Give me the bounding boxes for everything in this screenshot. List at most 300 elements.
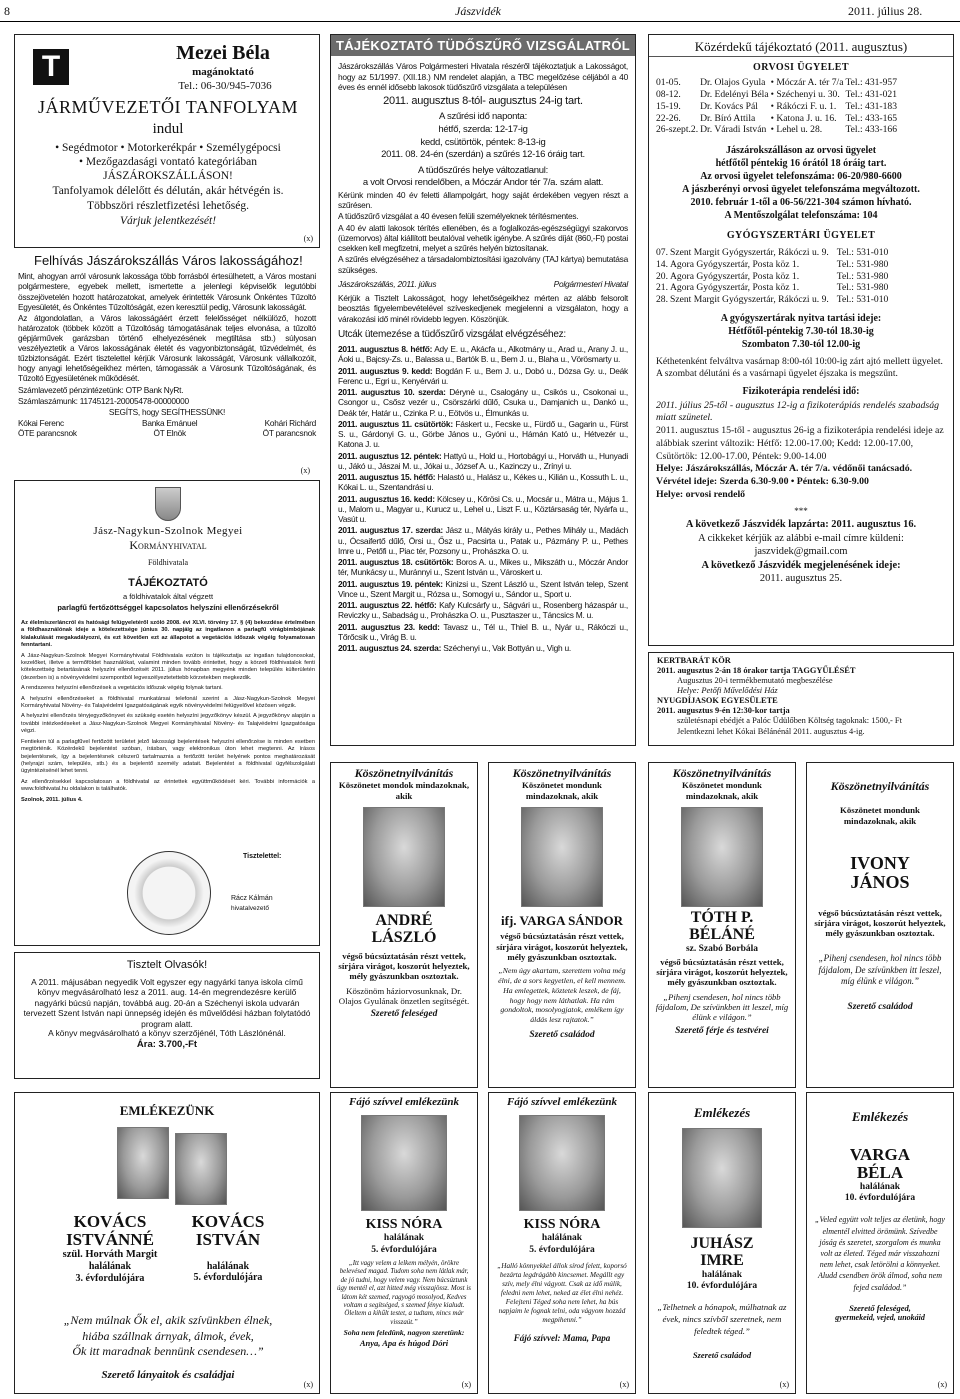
- schedule-entry: [338, 600, 628, 621]
- lung-banner: TÁJÉKOZTATÓ TÜDŐSZŰRŐ VIZSGÁLATRÓL: [331, 35, 635, 56]
- memorial-title: Emlékezés: [851, 1109, 909, 1124]
- memorial-poem: „Veled együtt volt teljes az életünk, hogy elmentél elvitted örömünk. Szívedbe jóság és szeretet, szorgalom és munka volt az életed. Téged már visszahozni nem lehet, csak letörölni a könnyeket. Aludd csendben örök álmod, soha nem fejed családod.”: [815, 1215, 945, 1292]
- ad-marker: (x): [619, 1379, 629, 1389]
- doctor-cell: • Széchenyi u. 30.: [770, 88, 840, 100]
- doctor-cell: Tel.: 433-165: [845, 112, 898, 124]
- memorial-line: halálának: [859, 1182, 901, 1193]
- thanks-signature: Szerető családod: [529, 1029, 595, 1040]
- memorial-poem: [15, 1313, 320, 1360]
- pharmacy-row: [656, 259, 890, 271]
- notice-paragraph: A helyszíni ellenőrzés tényjegyzőkönyvet és szükség esetén helyszíni jegyzőkönyv készül. A jegyzőkönyv alapján a további intézkedéseket a Jász-Nagykun-Szolnok Megyei Kormányhivatal Növény- és Talajvédelmi Igazgatósága végzi.: [21, 713, 315, 735]
- lung-time-1: hétfő, szerda: 12-17-ig: [438, 124, 528, 136]
- memorial-line: halálának: [206, 1260, 250, 1272]
- appeal-slogan: SEGÍTS, hogy SEGÍTHESSÜNK!: [108, 406, 226, 417]
- duty-line: Az orvosi ügyelet telefonszáma: 06-20/980-6600: [700, 171, 902, 183]
- greeting: Tisztelettel:: [243, 853, 282, 860]
- signer-name: Kókai Ferenc: [18, 417, 64, 428]
- land-office-notice: [14, 480, 320, 946]
- next-issue-date: 2011. augusztus 25.: [759, 573, 843, 585]
- driving-school-logo: T: [33, 49, 69, 85]
- lung-paragraph: Kérjük a Tisztelt Lakosságot, hogy lehetőségeikhez mérten az alább felsorolt beosztás figyelembevételével szíveskedjenek megjelenni a vizsgálaton, hogy a várakozási idő minél rövidebb legyen. Köszönjük.: [338, 293, 628, 324]
- doctor-cell: Dr. Olajos Gyula: [700, 77, 766, 89]
- portrait-photo: [175, 1133, 227, 1205]
- schedule-date: 2011. augusztus 11. csütörtök:: [338, 418, 453, 429]
- physio-info: [649, 398, 953, 502]
- book-notice: [14, 952, 320, 1079]
- thanks-body: végső búcsúztatásán részt vettek, sírjára virágot, koszorút helyeztek, mély gyászunkban osztoztak.: [814, 907, 946, 939]
- schedule-date: 2011. augusztus 15. hétfő:: [338, 472, 436, 483]
- instructor-name: Mezei Béla: [176, 42, 270, 64]
- schedule-date: 2011. augusztus 10. szerda:: [338, 387, 446, 398]
- thanks-notice-varga-sandor: [488, 762, 636, 1088]
- doctor-cell: Dr. Edelényi Béla: [700, 88, 769, 100]
- lung-paragraph: A tüdőszűrő vizsgálat a 40 évesen felüli személyeknek térítésmentes.: [338, 211, 579, 222]
- schedule-date: 2011. augusztus 19. péntek:: [338, 578, 443, 589]
- memorial-name: KOVÁCS: [73, 1212, 147, 1231]
- notice-paragraph: A Jász-Nagykun-Szolnok Megyei Kormányhivatal Földhivatala ezúton is tájékoztatja az ingatlan tulajdonosokat, kezelőket, illetve a termőföldet használókat, valamint minden tovább érintettet, hogy a körzeti földhivatalok fenti kötelezettség betartásának helyszíni ellenőrzését 2011. július hónapban megyénk minden település külterületén (dezerben is) a növényvédelmi szempontból legveszélyeztetettebb körzetekben megkezdik.: [21, 652, 315, 681]
- duty-line: A jászberényi orvosi ügyelet telefonszáma megváltozott.: [682, 184, 920, 196]
- appeal-paragraph: Az átgondolatlan, a Város lakosságáért érzett felelősséget nélkülöző, hozott határozatok (többek között a Tűzoltóság támogatásának teljes elvonása, a tűzoltó gépjárművek garázsban történő elhelyezésének megtiltása stb.) súlyosan veszélyeztetik a Város lakosságának életét és vagyonbiztonságát, tűzvédelmét, és tűzbiztonságát. Ezért tisztelettel kérjük Városunk lakosságát, Városunk vállalkozóit, hogy anyagi lehetőségeikhez mérten, támogassák a Városunk Tűzoltóságának, és Tűzoltó Egyesületének működését.: [18, 312, 316, 384]
- driving-school-ad: [14, 34, 320, 248]
- lung-paragraph: A szűrés elvégzéséhez a társadalombiztosítási igazolvány (TAJ kártya) bemutatása szükséges.: [338, 254, 628, 275]
- duty-line: 2010. február 1-től a 06-56/221-304 számon hívható.: [690, 197, 912, 209]
- book-notice-text: A 2011. májusában negyedik Volt egyszer egy nagyárki tanya iskola című könyv megvásárolható lesz a 2011. aug. 14-én megrendezésre kerülő nagyárki búcsú napján, továbbá aug. 20-án a Széchenyi iskola udvarán tervezett Szent István napi ünnepség idején és művelődési házban folytatódó program alatt.: [23, 976, 311, 1029]
- physio-line: 2011. augusztus 15-től - augusztus 26-ig a fizikoterápia rendelési ideje az alábbiak szerint változik: Hétfő: 12.00-17.00; Kedd: 12.00-17.00, Csütörtök: 12.00-17.00, Péntek: 9.00-14.00: [656, 425, 944, 462]
- schedule-streets: Fáskert u., Fecske u., Fürdő u., Gagarin u., Fürst S. u., Gárdonyi G. u., Görbe János u., Gyóni u., Hámán Kató u., Hétvezér u., Katona J. u.: [338, 418, 629, 450]
- notice-paragraph: Az ellenőrzésekkel kapcsolatosan a földhivatal az érintettek együttműködését kéri. További információk a www.foldhivatal.hu oldalakon is találhatók.: [21, 778, 315, 793]
- memorial-title: Emlékezés: [693, 1105, 751, 1120]
- pharmacy-row: [656, 247, 890, 259]
- memorial-title: Fájó szívvel emlékezünk: [507, 1096, 617, 1108]
- book-price: Ára: 3.700,-Ft: [136, 1039, 198, 1051]
- memorial-line: 3. évfordulójára: [75, 1272, 145, 1284]
- course-starts: indul: [152, 121, 184, 137]
- thanks-intro: Köszönetet mondunk mindazoknak, akik: [522, 780, 602, 801]
- notice-subtitle-1: a földhivatalok által végzett: [122, 592, 214, 601]
- signer-role: hivatalvezető: [231, 905, 269, 912]
- memorial-line: 5. évfordulójára: [371, 1244, 437, 1255]
- public-info-title: Közérdekű tájékoztató (2011. augusztus): [649, 35, 953, 57]
- thanks-poem: „Pihenj csendesen, hol nincs több fájdalom, De szívünkben itt leszel, míg élünk e világon.”: [655, 991, 789, 1023]
- doctor-cell: • Lehel u. 28.: [770, 124, 823, 136]
- lung-schedule-list: [338, 344, 628, 653]
- physio-line: Vérvétel ideje: Szerda 6.30-9.00 • Péntek: 6.30-9.00: [656, 476, 869, 488]
- pharmacy-cell: Tel.: 531-010: [836, 246, 889, 258]
- lung-sign-place: Jászárokszállás, 2011. július: [338, 278, 437, 289]
- schedule-entry: [338, 525, 628, 556]
- pharmacy-weekend-note: Kéthetenként felváltva vasárnap 8:00-tól 10:00-ig zárt ajtó mellett ügyelet. A szombat délutáni és a vasárnapi ügyelet éjszaka is megszűnt.: [656, 355, 943, 380]
- thanks-intro: Köszönetet mondok mindazoknak, akik: [338, 780, 470, 801]
- pharmacy-cell: Agora Gyógyszertár, Posta köz 1.: [670, 258, 800, 270]
- events-body: [649, 653, 953, 740]
- schedule-streets: Halastó u., Halász u., Kékes u., Kilián u., Kossuth L. u., Kókai L. u., Szentandrási u.: [338, 472, 629, 493]
- notice-date-place: Szolnok, 2011. július 4.: [21, 796, 83, 803]
- doctor-row: [656, 124, 899, 136]
- memorial-name: KOVÁCS: [191, 1212, 265, 1231]
- memorial-signature: Szerető feleséged,: [849, 1302, 911, 1313]
- schedule-streets: Ady E. u., Akácfa u., Alkotmány u., Arad u., Arany J. u., Áoki u., Bajcsy-Zs. u., Balassa u., Bartók B. u., Bem J. u., Blaha u., Vörösmarty u.: [338, 344, 628, 365]
- org-dept: Földhivatala: [148, 558, 188, 567]
- ad-marker: (x): [303, 233, 313, 243]
- notice-subtitle-2: parlagfű fertőzöttséggel kapcsolatos helyszíni ellenőrzésekről: [57, 603, 279, 612]
- coat-of-arms-icon: [155, 487, 181, 521]
- memorial-line: 10. évfordulójára: [686, 1281, 758, 1292]
- portrait-photo: [682, 1128, 762, 1228]
- pharmacy-cell: Szent Margit Gyógyszertár, Rákóczi u. 9.: [670, 294, 829, 306]
- schedule-streets: Dérynė u., Csalogány u., Csikós u., Csokonai u., Csongor u., Csősz vezér u., Csörszárki dűlő, Csuka u., Damjanich u., Dankó u., Deák tér, Határ u., Czinka P. u., Eötvös u., Élmunkás u.: [338, 387, 628, 418]
- ad-marker: (x): [937, 1379, 947, 1389]
- deceased-name: ifj. VARGA SÁNDOR: [501, 912, 623, 928]
- bank-name: Számlavezető pénzintézetünk: OTP Bank NyRt.: [18, 384, 184, 395]
- memorial-poem: „Halló könnyekkel állok sírod felett, koporsó bezárta legdrágább kincsemet. Megállt egy szív, mely élni vágyott. Csak az idő múlik, feledni nem lehet, neked az élet élni nehéz. Felejteni Téged soha nem lehet, ha bús napjaim le fognak telni, oda vágyom hozzád megpihenni.”: [497, 1261, 627, 1324]
- schedule-streets: Kinizsi u., Szent László u., Szent István telep, Szent Vince u., Szent Margit u., Rózsa u., Somogyi u., Sándor u., Sport u.: [338, 578, 628, 599]
- thanks-extra: Köszönöm háziorvosunknak, Dr. Olajos Gyulának önzetlen segítségét.: [338, 985, 470, 1006]
- signer-name: Banka Emánuel: [142, 417, 198, 428]
- schedule-streets: Kölcsey u., Kőrösi Cs. u., Mocsár u., Mátra u., Május 1. u., Malom u., Magyar u., Kurucz u., Lehel u., Liszt F. u., Köztársaság tér, Nyárfa u., Vasút u.: [338, 493, 628, 525]
- portrait-photo: [681, 807, 763, 907]
- pharmacy-cell: Tel.: 531-980: [836, 270, 889, 282]
- events-box: [648, 652, 954, 746]
- notice-paragraph: A helyszíni ellenőrzéseket a földhivatal munkatársai telefonál szerint a Jász-Nagykun-Szolnok Megyei Kormányhivatal Növény- és Talajvédelmi Igazgatóságának egyik növényvédelmi felügyelővel közösen végzik.: [21, 695, 315, 710]
- thanks-notice-ivony: [806, 762, 954, 1088]
- memorial-poem: „Itt vagy velem a lelkem mélyén, örökre belevésed magad. Tudom soha nem látlak már, de jó tudni, hogy velem vagy. Nem búcsúztunk úgy mentél el, azt hitted még visszajössz. Most is látom két szemed, ragyogó mosolyod, Kedves voltam a segítséged, s szemed fénye kialudt. Öleltem a kihűlt testet, a tudtam, nincs már visszaút.”: [337, 1259, 471, 1326]
- lung-screening-notice: [330, 34, 636, 746]
- event-title: NYUGDÍJASOK EGYESÜLETE: [657, 696, 778, 706]
- schedule-streets: Kafy Kulcsárfy u., Ságvári u., Rosenberg házaspár u., Reviczky u., Sabadság u., Prohászka O. u., Pusztaszer u., Táncsics M. u.: [338, 600, 628, 621]
- memorial-signature: Soha nem feledünk, nagyon szeretünk:: [343, 1328, 465, 1338]
- course-title: JÁRMŰVEZETŐI TANFOLYAM: [38, 97, 298, 117]
- event-line: 2011. augusztus 2-án 18 órakor tartja TAGGYŰLÉSÉT: [657, 666, 856, 676]
- deceased-name: JÁNOS: [850, 871, 910, 892]
- memorial-poem-line: Ők itt maradnak bennünk csendesen…”: [72, 1344, 264, 1359]
- schedule-entry: [338, 451, 628, 472]
- lung-sign-role: Polgármesteri Hivatal: [553, 278, 628, 289]
- instructor-phone: Tel.: 06-30/945-7036: [178, 80, 272, 92]
- memorial-name: KISS NÓRA: [523, 1216, 601, 1232]
- event-line: születésnapi ebédjét a Palóc Üdülőben Költség tagoknak: 1500,- Ft: [677, 716, 902, 726]
- schedule-date: 2011. augusztus 17. szerda:: [338, 525, 443, 536]
- memorial-maiden: szül. Horváth Margit: [62, 1248, 158, 1260]
- appeal-paragraph: Mint, ahogyan arról városunk lakossága több forrásból értesülhetett, a Város mostani polgármestere, egyebek mellett, ismertette a jelenlegi képviselők legutóbbi összejövetelén hozott határozatokat, amelyek érintették Városunk Önkéntes Tűzoltó Egyesületét, és Önkéntes Tűzoltóságát, ezen keresztül pedig, Városunk lakosságát.: [18, 271, 316, 312]
- schedule-date: 2011. augusztus 23. kedd:: [338, 621, 440, 632]
- memorial-name: IMRE: [700, 1252, 744, 1270]
- doctor-row: [656, 101, 899, 113]
- thanks-intro: Köszönetet mondunk mindazoknak, akik: [682, 780, 762, 801]
- memorial-varga-bela: [806, 1092, 954, 1394]
- lung-signature: [338, 279, 628, 289]
- ad-marker: (x): [461, 1379, 471, 1389]
- memorial-signature: Fájó szívvel: Mama, Papa: [513, 1332, 611, 1343]
- notice-paragraph: Fentieken túl a parlagfűvel fertőzött területet jelző lakossági bejelentések helyszíni ellenőrzése is minden esetben megtörténik. Közérdekű bejelentést szóban, írásban, vagy elektronikus úton lehet megtenni. Az írásos bejelentésnek, így a bejelentésnek célszerű tartalmaznia a fertőzött terület helyének pontos meghatározását (helyrajzi szám, település, stb.) és a bejelentő személy adatait. Bejelentést a földhivatal ügyfélszolgálati ügyintézésénél lehet tenni.: [21, 738, 315, 775]
- memorial-signature: Szerető családod: [692, 1349, 752, 1360]
- org-name-2: Kormányhivatal: [129, 538, 207, 552]
- doctor-cell: Tel.: 431-957: [845, 77, 898, 89]
- thanks-body: végső búcsúztatásán részt vettek, sírjára virágot, koszorút helyeztek, mély gyászunkban osztoztak.: [496, 931, 628, 962]
- schedule-entry: [338, 494, 628, 525]
- book-author-note: A könyv megvásárolható a könyv szerzőjénél, Tóth Lászlónénál.: [48, 1028, 286, 1039]
- appeal-body: [14, 271, 320, 438]
- memorial-person-2: [173, 1213, 283, 1284]
- duty-line: A Mentőszolgálat telefonszáma: 104: [724, 210, 878, 222]
- page-header: [0, 0, 960, 22]
- memorial-name: JUHÁSZ: [690, 1235, 754, 1253]
- signer-role: ÖT Elnök: [153, 427, 186, 438]
- book-notice-title: Tisztelt Olvasók!: [126, 959, 208, 971]
- schedule-entry: [338, 557, 628, 578]
- portrait-photo: [361, 1115, 447, 1211]
- schedule-date: 2011. augusztus 16. kedd:: [338, 493, 435, 504]
- lung-paragraph: Kérünk minden 40 év feletti állampolgárt, hogy saját érdekében vegyen részt a szűrésen.: [338, 189, 628, 211]
- appeal-signatures: [18, 418, 316, 438]
- ad-marker: (x): [779, 1379, 789, 1389]
- doctor-cell: Dr. Váradi István: [700, 124, 767, 136]
- memorial-signature: Anya, Apa és húgod Dóri: [359, 1338, 449, 1349]
- lung-place: a volt Orvosi rendelőben, a Móczár Andor tér 7/a. szám alatt.: [362, 177, 604, 189]
- memorial-line: 10. évfordulójára: [844, 1193, 916, 1204]
- ad-marker: (x): [300, 465, 310, 475]
- stamp-seal-icon: [127, 851, 211, 935]
- memorial-line: halálának: [701, 1269, 743, 1280]
- issue-date: 2011. július 28.: [848, 4, 923, 18]
- lung-paragraph: A 40 év alatti lakosok térítés ellenében, és a foglalkozás-egészségügyi szakorvos (üzemorvos) által kiállított beutalóval vehetik igénybe. A szűrés díját (860,-Ft) postai csekken kell megfizetni, melyet a szűrés helyén biztosítanak.: [338, 222, 628, 254]
- thanks-poem: „Nem úgy akartam, szerettem volna még élni, de a sors kegyetlen, el kell mennem. Ha emlegettek, köztetek leszek, de fáj, hogy hogy nem láthatlak. Ha rám gondoltok, mosolyogjatok, emlékem így áldás lesz rajtatok.”: [498, 966, 626, 1025]
- thanks-title: Köszönetnyilvánítás: [354, 766, 454, 780]
- deceased-name: IVONY: [850, 852, 910, 873]
- memorial-line: halálának: [383, 1233, 425, 1244]
- doctor-cell: Tel.: 433-166: [845, 124, 898, 136]
- schedule-date: 2011. augusztus 24. szerda:: [338, 643, 442, 654]
- email-request: A cikkeket kérjük az alábbi e-mail címre küldeni:: [698, 532, 904, 544]
- schedule-entry: [338, 643, 628, 653]
- page-number: 8: [4, 4, 10, 18]
- memorial-kiss-nora-2: [488, 1092, 636, 1394]
- schedule-date: 2011. augusztus 12. péntek:: [338, 450, 442, 461]
- deceased-name: TÓTH P.: [690, 908, 754, 926]
- schedule-entry: [338, 366, 628, 387]
- memorial-poem-line: „Nem múlnak Ők el, akik szívünkben élnek,: [63, 1313, 273, 1327]
- schedule-entry: [338, 419, 628, 450]
- fire-brigade-appeal: [14, 253, 320, 475]
- memorial-poem: „Telhetnek a hónapok, múlhatnak az évek, nincs szívből szeretnek, nem feledtek téged.”: [657, 1302, 787, 1337]
- thanks-signature: Szerető feleséged: [370, 1009, 438, 1020]
- memorial-kiss-nora-1: [330, 1092, 478, 1394]
- memorial-person-1: [55, 1213, 165, 1285]
- doctors-table: [656, 77, 899, 136]
- next-deadline: A következő Jászvidék lapzárta: 2011. augusztus 16.: [685, 519, 917, 531]
- duty-line: Jászárokszálláson az orvosi ügyelet: [725, 145, 877, 157]
- schedule-date: 2011. augusztus 22. hétfő:: [338, 600, 437, 611]
- schedule-streets: Boros A. u., Mikes u., Mikszáth u., Móczár Andor tér, Munkácsy u., Muránnyi u., Szent István u., Városkert u.: [338, 557, 628, 578]
- pharmacy-cell: 21.: [656, 282, 668, 294]
- pharmacy-hours: [649, 312, 953, 351]
- next-issue-label: A következő Jászvidék megjelenésének ideje:: [701, 559, 901, 571]
- separator-stars: ***: [794, 505, 808, 516]
- physio-heading: Fizikoterápia rendelési idő:: [742, 385, 860, 397]
- memorial-line: 5. évfordulójára: [193, 1272, 263, 1284]
- duty-line: hétfőtől péntekig 16 órától 18 óráig tart.: [715, 158, 887, 170]
- doctor-cell: 22-26.: [656, 112, 681, 124]
- pharmacy-hours-line: Szombaton 7.30-tól 12.00-ig: [741, 338, 861, 350]
- schedule-streets: Bogdán F. u., Bem J. u., Dobó u., Dózsa Gy. u., Deák Ferenc u., Egri u., Kenyérvári u.: [338, 365, 628, 386]
- deceased-name: ANDRÉ: [375, 911, 433, 929]
- publication-name: Jászvidék: [455, 4, 501, 18]
- memorial-poem-line: hiába szállnak árnyak, álmok, évek,: [82, 1328, 254, 1343]
- event-line: Helye: Petőfi Művelődési Ház: [677, 686, 778, 696]
- doctor-cell: • Móczár A. tér 7/a: [770, 77, 844, 89]
- pharmacy-heading: GYÓGYSZERTÁRI ÜGYELET: [726, 230, 876, 242]
- event-line: Jelentkezni lehet Kókai Bélánénál 2011. augusztus 4-ig.: [677, 726, 865, 736]
- course-info-3: Várjuk jelentkezését!: [119, 215, 217, 227]
- doctor-cell: Dr. Kovács Pál: [700, 100, 758, 112]
- pharmacy-hours-line: A gyógyszertárak nyitva tartási ideje:: [720, 312, 882, 324]
- memorial-name: ISTVÁNNÉ: [66, 1229, 154, 1249]
- schedule-entry: [338, 622, 628, 643]
- thanks-notice-toth: [648, 762, 796, 1088]
- deceased-name: BÉLÁNÉ: [689, 925, 755, 943]
- pharmacy-cell: Szent Margit Gyógyszertár, Rákóczi u. 9.: [670, 246, 829, 258]
- doctor-cell: 26-szept.2.: [656, 124, 699, 136]
- pharmacy-hours-line: Hétfőtől-péntekig 7.30-tól 18.30-ig: [728, 325, 874, 337]
- memorial-line: 5. évfordulójára: [529, 1244, 595, 1255]
- schedule-streets: Tavasz u., Tél u., Thiel B. u., Nyár u., Rákóczi u., Tőrőcsik u., Virág B. u.: [338, 621, 628, 642]
- memorial-kovacs: [14, 1092, 320, 1394]
- signer-name: Rácz Kálmán: [231, 895, 273, 902]
- portrait-photo: [363, 807, 445, 907]
- portrait-photo: [521, 807, 603, 907]
- event-line: 2011. augusztus 9-én 12:30-kor tartja: [657, 706, 790, 716]
- notice-paragraph: Az élelmiszerláncról és hatósági felügyeletéről szóló 2008. évi XLVI. törvény 17. § (4) bekezdése értelmében a földhasználónak ideje a kötelezettsége június 30. napjáig az ingatlanon a parlagfű virágbimbójának kialakulását megakadályozni, és ezt követően ezt az állapotot a vegetációs időszak végéig folyamatosan fenntartani.: [21, 620, 315, 649]
- physio-line: 2011. július 25-től - augusztus 12-ig a fizikoterápiás rendelés szabadság miatt szünetel.: [656, 399, 940, 424]
- schedule-date: 2011. augusztus 18. csütörtök:: [338, 557, 454, 568]
- categories-line-1: • Segédmotor • Motorkerékpár • Személygépocsi: [55, 142, 281, 154]
- public-info-box: [648, 34, 954, 646]
- deceased-name: LÁSZLÓ: [371, 928, 437, 946]
- memorial-juhasz: [648, 1092, 796, 1394]
- pharmacy-cell: Tel.: 531-980: [836, 282, 889, 294]
- thanks-signature: Szerető férje és testvérei: [675, 1026, 769, 1037]
- memorial-line: halálának: [541, 1233, 583, 1244]
- account-number: Számlaszámunk: 11745121-20005478-00000000: [18, 395, 189, 406]
- org-name-1: Jász-Nagykun-Szolnok Megyei: [93, 525, 243, 537]
- doctor-cell: • Rákóczi F. u. 1.: [770, 100, 837, 112]
- doctor-cell: Tel.: 431-183: [845, 100, 898, 112]
- notice-paragraph: A rendszeres helyszíni ellenőrzések a vegetációs időszak végéig folynak tartani.: [21, 685, 223, 692]
- ad-marker: (x): [303, 1379, 313, 1389]
- pharmacy-cell: Agora Gyógyszertár, Posta köz 1.: [670, 270, 800, 282]
- duty-info: [649, 144, 953, 222]
- schedule-entry: [338, 387, 628, 418]
- thanks-poem: „Pihenj csendesen, hol nincs több fájdalom, De szívünkben itt leszel, míg élünk e világon.”: [818, 952, 942, 987]
- lung-time-2: kedd, csütörtök, péntek: 8-13-ig: [420, 136, 546, 148]
- signer-role: ÖT parancsnok: [262, 427, 316, 438]
- categories-line-2: • Mezőgazdasági vontató kategóriában: [78, 156, 258, 168]
- thanks-title: Köszönetnyilvánítás: [672, 766, 772, 780]
- pharmacy-row: [656, 282, 890, 294]
- memorial-name: KISS NÓRA: [365, 1216, 443, 1232]
- thanks-body: végső búcsúztatásán részt vettek, sírjára virágot, koszorút helyeztek, mély gyászunkban osztoztak.: [656, 956, 788, 988]
- thanks-signature: Szerető családod: [847, 1001, 913, 1012]
- thanks-body: végső búcsúztatásán részt vettek, sírjára virágot, koszorút helyeztek, mély gyászunkban osztoztak.: [338, 950, 470, 982]
- physio-line: Helye: Jászárokszállás, Móczár A. tér 7/a. védőnői tanácsadó.: [656, 463, 913, 475]
- pharmacy-table: [656, 247, 890, 306]
- doctors-heading: ORVOSI ÜGYELET: [753, 62, 849, 74]
- notice-title: TÁJÉKOZTATÓ: [128, 577, 208, 589]
- memorial-signature: Szerető lányaitok és családjai: [101, 1369, 235, 1381]
- doctor-cell: 15-19.: [656, 100, 681, 112]
- lung-body: [331, 56, 635, 653]
- doctor-row: [656, 113, 899, 125]
- portrait-photo: [117, 1127, 169, 1199]
- schedule-streets: Hattyú u., Hold u., Hortobágyi u., Horváth u., Hunyadi u., Jákó u., Jászai M. u., Jókai u., József A. u., Kazinczy u., Zrínyi u.: [338, 450, 628, 471]
- pharmacy-cell: 28.: [656, 294, 668, 306]
- lung-paragraph: Jászárokszállás Város Polgármesteri Hivatala részéről tájékoztatjuk a Lakosságot, hogy az 51/1997. (XII.18.) NM rendelet alapján, a TBC megelőzése céljából a 40 éves és ennél idősebb lakosok tüdőszűrő vizsgálata a településen: [338, 61, 628, 92]
- schedule-entry: [338, 344, 628, 365]
- lung-dates: 2011. augusztus 8-tól- augusztus 24-ig tart.: [383, 95, 583, 108]
- doctor-cell: Dr. Bíró Attila: [700, 112, 756, 124]
- pharmacy-row: [656, 294, 890, 306]
- pharmacy-cell: Agora Gyógyszertár, Posta köz 1.: [670, 282, 800, 294]
- course-info-1: Tanfolyamok délelőtt és délután, akár hétvégén is.: [52, 185, 284, 197]
- thanks-title: Köszönetnyilvánítás: [512, 766, 612, 780]
- notice-body: [21, 620, 315, 805]
- event-line: Augusztus 20-i termékbemutató megbeszélése: [677, 676, 833, 686]
- pharmacy-cell: Tel.: 531-980: [836, 258, 889, 270]
- schedule-entry: [338, 579, 628, 600]
- course-place: JÁSZÁROKSZÁLLÁSON!: [103, 170, 233, 182]
- schedule-date: 2011. augusztus 8. hétfő:: [338, 344, 433, 355]
- memorial-line: halálának: [88, 1261, 132, 1273]
- signer-name: Kohári Richárd: [264, 417, 316, 428]
- pharmacy-cell: 14.: [656, 258, 668, 270]
- lung-time-3: 2011. 08. 24-én (szerdán) a szűrés 12-16 óráig tart.: [381, 149, 585, 161]
- lung-schedule-heading: Utcák ütemezése a tüdőszűrő vizsgálat elvégzéséhez:: [338, 328, 566, 340]
- contact-email[interactable]: jaszvidek@gmail.com: [754, 546, 848, 558]
- schedule-streets: Jász u., Mátyás király u., Pethes Mihály u., Madách u., Ócsaifertő dűlő, Örsi u., Ősz u., Pacsirta u., Patak u., Pázmány P. u., Pethes Imre u., Petőfi u., Piac tér, Pozsony u., Prohászka O. u.: [338, 525, 629, 556]
- schedule-date: 2011. augusztus 9. kedd:: [338, 365, 433, 376]
- schedule-entry: [338, 472, 628, 493]
- pharmacy-cell: 20.: [656, 270, 668, 282]
- event-title: KERTBARÁT KÖR: [657, 656, 731, 665]
- memorial-title: EMLÉKEZÜNK: [119, 1103, 215, 1118]
- doctor-row: [656, 77, 899, 89]
- maiden-name: sz. Szabó Borbála: [685, 943, 759, 954]
- doctor-cell: • Katona J. u. 16.: [770, 112, 837, 124]
- doctor-cell: 01-05.: [656, 77, 681, 89]
- doctor-row: [656, 89, 899, 101]
- lung-place-heading: A tüdőszűrés helye változatlanul:: [417, 164, 549, 176]
- memorial-title: Fájó szívvel emlékezünk: [349, 1096, 459, 1108]
- physio-line: Helye: orvosi rendelő: [656, 488, 746, 500]
- thanks-intro: Köszönetet mondunk mindazoknak, akik: [840, 805, 920, 826]
- memorial-name: VARGA: [849, 1145, 911, 1165]
- portrait-photo: [519, 1115, 605, 1211]
- doctor-cell: Tel.: 431-021: [845, 88, 898, 100]
- signer-role: ÖTE parancsnok: [18, 427, 77, 438]
- instructor-role: magánoktató: [192, 66, 254, 78]
- lung-time-heading: A szűrési idő naponta:: [439, 111, 527, 123]
- memorial-signature: gyermekeid, vejed, unokáid: [835, 1312, 925, 1322]
- pharmacy-cell: 07.: [656, 246, 668, 258]
- schedule-streets: Széchenyi u., Vak Bottyán u., Vigh u.: [443, 643, 571, 654]
- pharmacy-row: [656, 271, 890, 283]
- memorial-name: ISTVÁN: [195, 1229, 261, 1249]
- appeal-title: Felhívás Jászárokszállás Város lakosságához!: [34, 253, 303, 268]
- doctor-cell: 08-12.: [656, 88, 681, 100]
- thanks-title: Köszönetnyilvánítás: [830, 779, 930, 793]
- next-issue-info: [649, 518, 953, 586]
- thanks-notice-andre: [330, 762, 478, 1088]
- pharmacy-cell: Tel.: 531-010: [836, 294, 889, 306]
